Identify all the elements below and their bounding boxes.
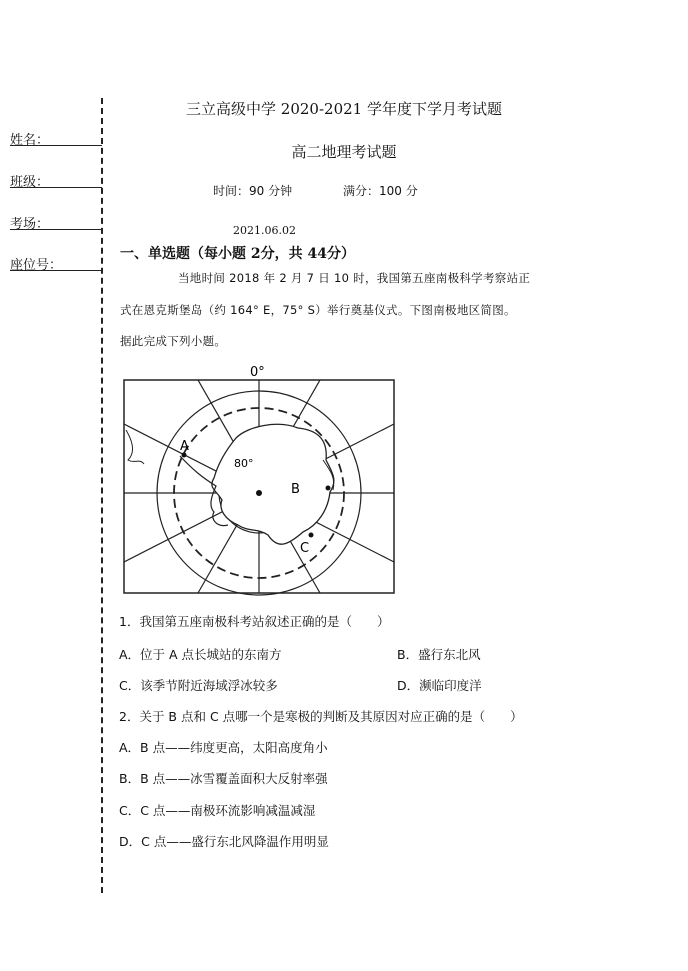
point-c-marker bbox=[309, 533, 314, 538]
question-1-option-a: A．位于 A 点长城站的东南方 bbox=[119, 647, 282, 662]
intro-line-1: 当地时间 2018 年 2 月 7 日 10 时，我国第五座南极科学考察站正 bbox=[178, 271, 531, 285]
intro-line-3: 据此完成下列小题。 bbox=[120, 334, 227, 348]
seat-number-underline bbox=[10, 270, 102, 271]
section-heading: 一、单选题（每小题 2分，共 44分） bbox=[120, 246, 355, 262]
label-point-b: B bbox=[291, 482, 300, 497]
class-label: 班级： bbox=[10, 175, 50, 190]
exam-date: 2021.06.02 bbox=[233, 224, 296, 237]
seat-number-label: 座位号： bbox=[10, 258, 63, 273]
question-1-option-b: B．盛行东北风 bbox=[397, 647, 481, 662]
question-1-option-d: D．濒临印度洋 bbox=[397, 678, 482, 693]
exam-score: 满分：100 分 bbox=[343, 184, 418, 198]
question-2-option-a: A．B 点——纬度更高，太阳高度角小 bbox=[119, 740, 328, 755]
south-pole-marker bbox=[256, 490, 262, 496]
question-1-option-c: C．该季节附近海域浮冰较多 bbox=[119, 678, 278, 693]
antarctica-map bbox=[118, 360, 403, 600]
exam-room-underline bbox=[10, 229, 102, 230]
exam-title: 三立高级中学 2020-2021 学年度下学月考试题 bbox=[186, 100, 502, 118]
exam-time: 时间：90 分钟 bbox=[213, 184, 293, 198]
class-underline bbox=[10, 187, 102, 188]
question-2-option-c: C．C 点——南极环流影响减温减湿 bbox=[119, 803, 316, 818]
exam-room-label: 考场： bbox=[10, 217, 50, 232]
label-0-degree: 0° bbox=[250, 365, 265, 380]
question-2-option-d: D．C 点——盛行东北风降温作用明显 bbox=[119, 834, 329, 849]
name-label: 姓名： bbox=[10, 133, 50, 148]
label-80-degree: 80° bbox=[234, 457, 254, 470]
question-1-stem: 1．我国第五座南极科考站叙述正确的是（ ） bbox=[119, 614, 390, 629]
intro-line-2: 式在恩克斯堡岛（约 164° E，75° S）举行奠基仪式。下图南极地区简图。 bbox=[120, 303, 516, 317]
label-point-a: A bbox=[180, 439, 189, 454]
question-2-option-b: B．B 点——冰雪覆盖面积大反射率强 bbox=[119, 771, 328, 786]
point-b-marker bbox=[326, 486, 331, 491]
exam-subtitle: 高二地理考试题 bbox=[291, 143, 397, 161]
binding-dashed-line bbox=[101, 98, 103, 893]
label-point-c: C bbox=[300, 541, 310, 556]
question-2-stem: 2．关于 B 点和 C 点哪一个是寒极的判断及其原因对应正确的是（ ） bbox=[119, 709, 523, 724]
